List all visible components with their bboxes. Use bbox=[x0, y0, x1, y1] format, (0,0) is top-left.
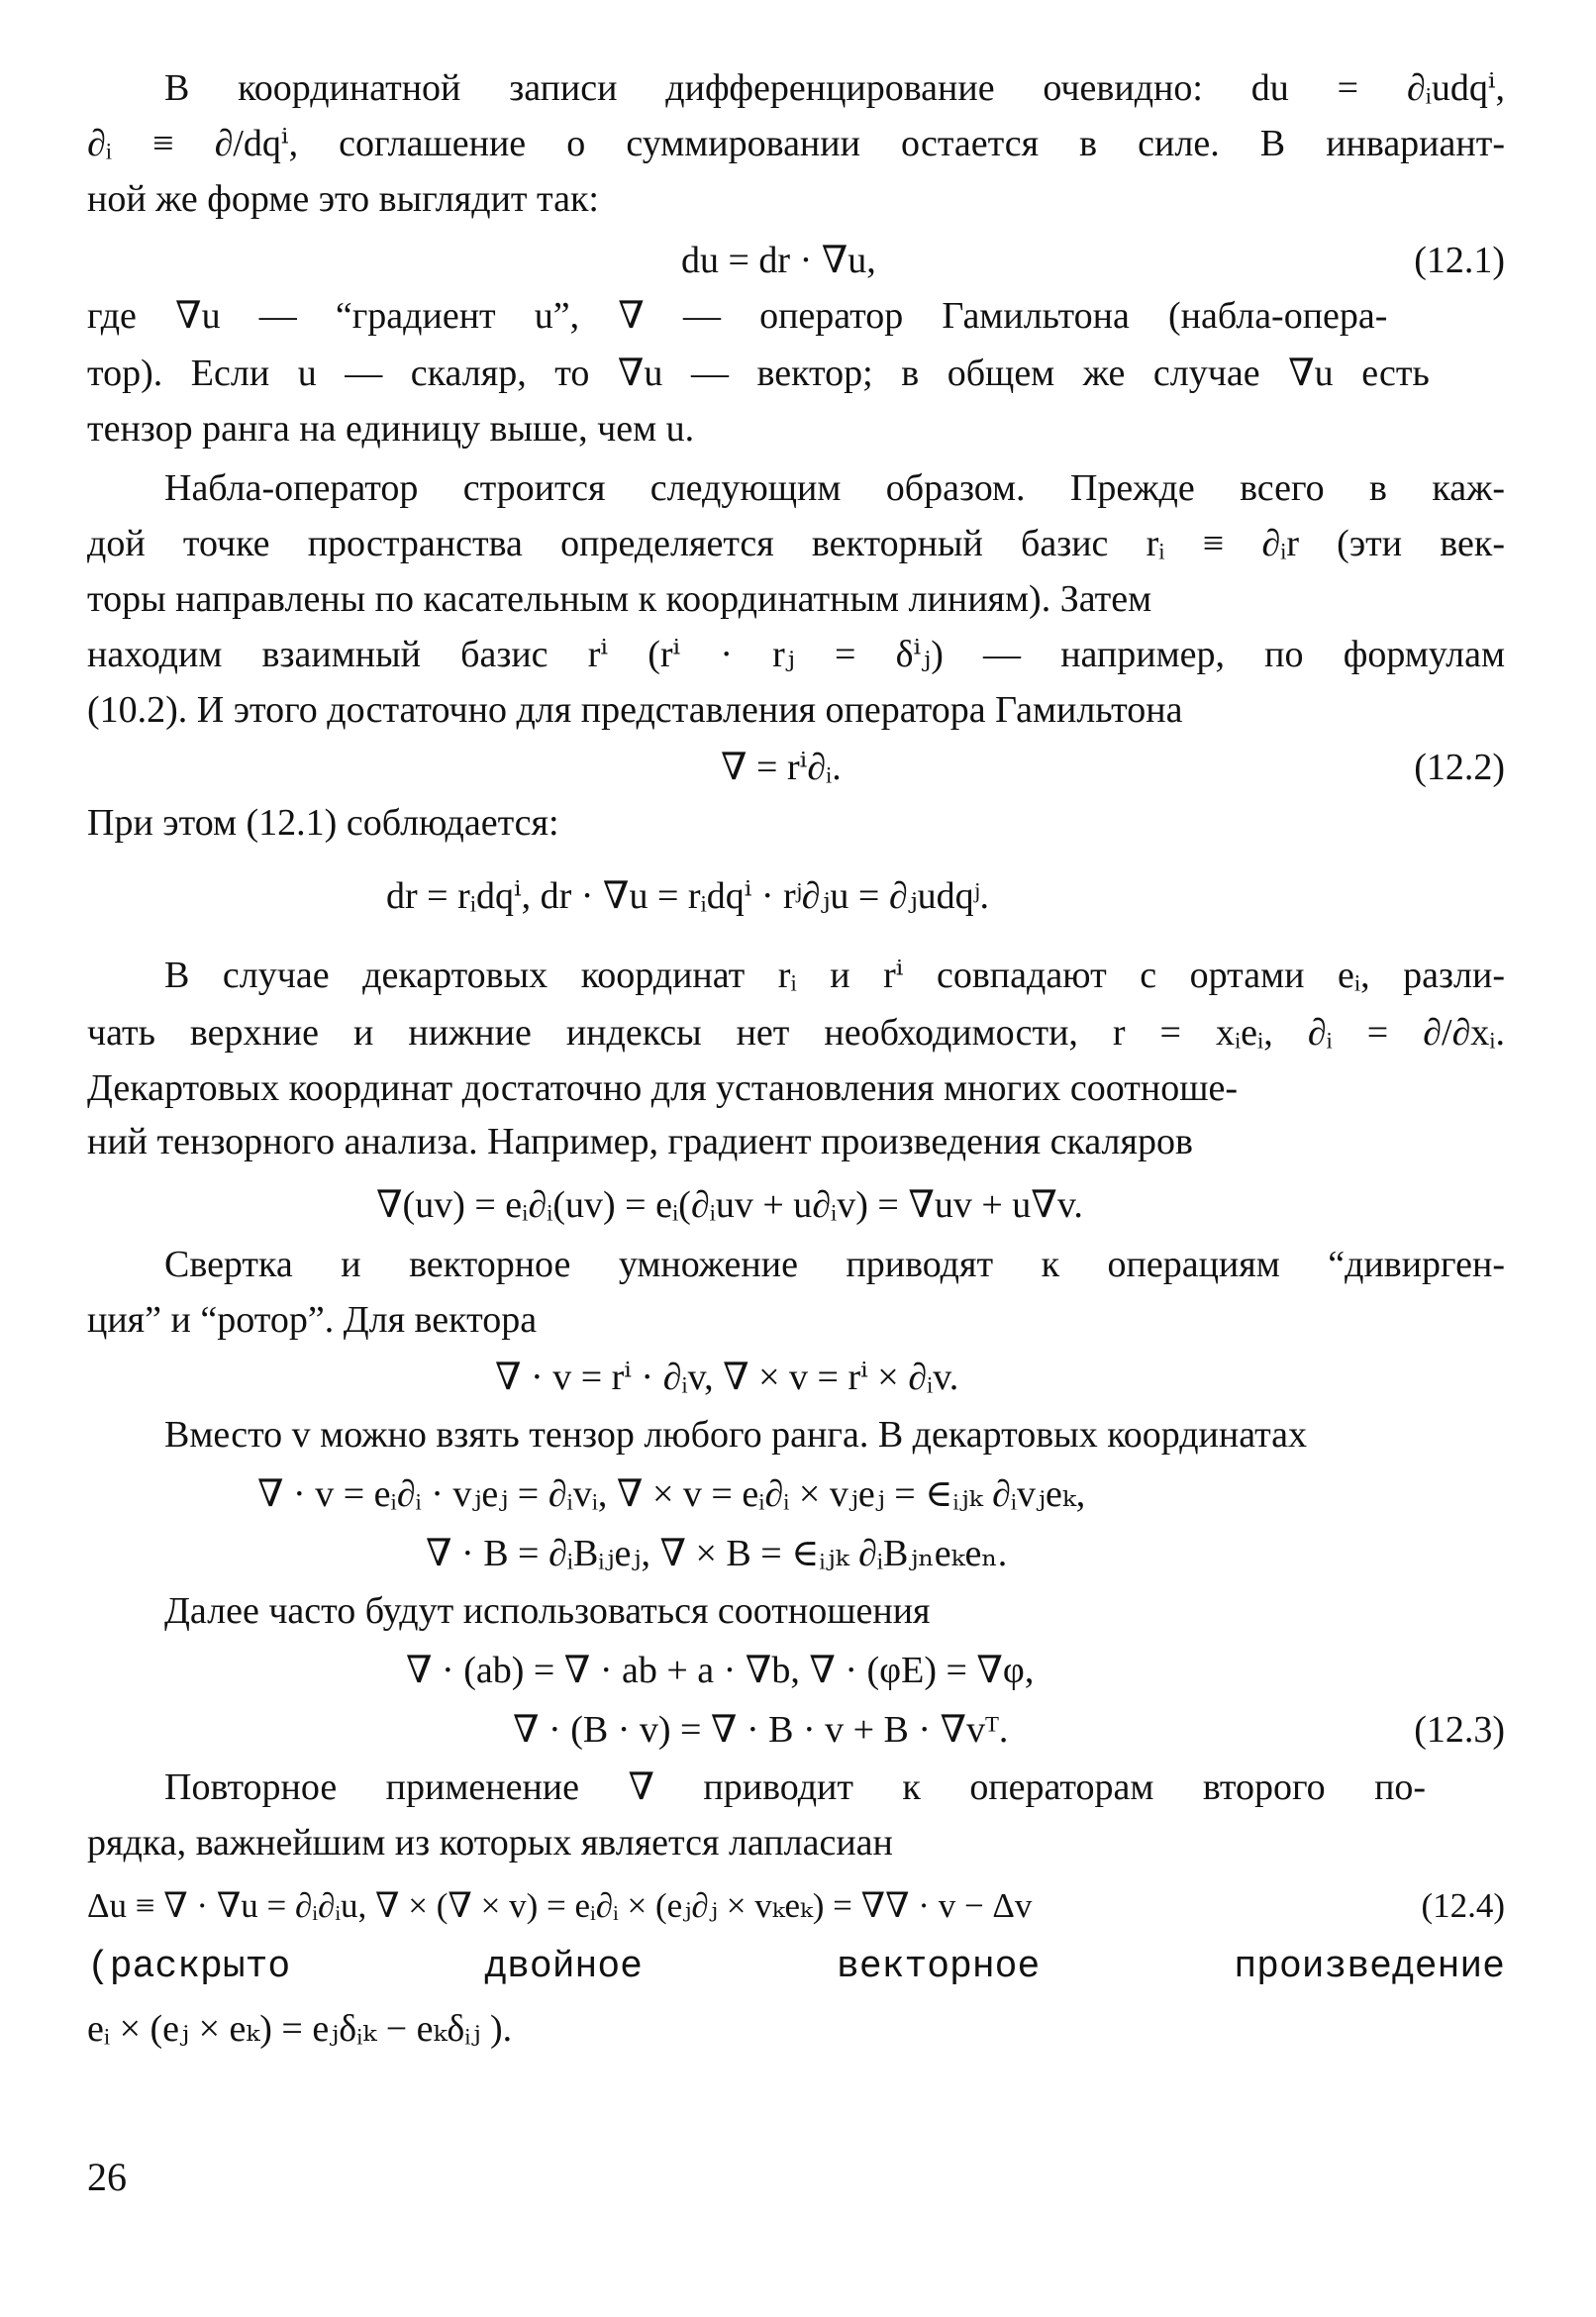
paragraph-3-line-4: находим взаимный базис rⁱ (rⁱ · rⱼ = δⁱⱼ) — например, по формулам bbox=[87, 634, 1505, 675]
equation-dr: dr = rᵢdqⁱ, dr · ∇u = rᵢdqⁱ · rʲ∂ⱼu = ∂ⱼudqʲ. bbox=[386, 875, 990, 917]
paragraph-1-line-1: В координатной записи дифференцирование очевидно: du = ∂ᵢudqⁱ, bbox=[164, 67, 1505, 109]
equation-12-2: ∇ = rⁱ∂ᵢ. bbox=[721, 747, 842, 788]
paragraph-5-line-2: чать верхние и нижние индексы нет необходимости, r = xᵢeᵢ, ∂ᵢ = ∂/∂xᵢ. bbox=[87, 1012, 1505, 1054]
equation-cartesian-tensor: ∇ · B = ∂ᵢBᵢⱼeⱼ, ∇ × B = ∈ᵢⱼₖ ∂ᵢBⱼₙeₖeₙ. bbox=[426, 1533, 1008, 1574]
paragraph-10-word-1: (раскрыто bbox=[87, 1946, 291, 1988]
page-number: 26 bbox=[87, 2155, 127, 2199]
paragraph-3-line-2: дой точке пространства определяется векторный базис rᵢ ≡ ∂ᵢr (эти век- bbox=[87, 523, 1505, 564]
paragraph-6-line-2: ция” и “ротор”. Для вектора bbox=[87, 1299, 538, 1341]
paragraph-4: При этом (12.1) соблюдается: bbox=[87, 802, 559, 844]
paragraph-3-line-5: (10.2). И этого достаточно для представления оператора Гамильтона bbox=[87, 689, 1183, 731]
paragraph-2-line-2: тор). Если u — скаляр, то ∇u — вектор; в общем же случае ∇u есть bbox=[87, 353, 1430, 394]
paragraph-8: Далее часто будут использоваться соотношения bbox=[164, 1590, 931, 1632]
equation-12-1: du = dr · ∇u, bbox=[681, 240, 876, 281]
equation-12-2-number: (12.2) bbox=[1414, 747, 1505, 788]
equation-12-4-number: (12.4) bbox=[1421, 1886, 1505, 1925]
paragraph-3-line-1: Набла-оператор строится следующим образом. Прежде всего в каж- bbox=[164, 467, 1505, 509]
paragraph-10-word-2: двойное bbox=[484, 1946, 643, 1988]
equation-12-3-row bbox=[87, 1703, 1505, 1757]
paragraph-10-line-1 bbox=[87, 1941, 1505, 1994]
equation-12-4: Δu ≡ ∇ · ∇u = ∂ᵢ∂ᵢu, ∇ × (∇ × v) = eᵢ∂ᵢ × (eⱼ∂ⱼ × vₖeₖ) = ∇∇ · v − Δv bbox=[87, 1886, 1033, 1925]
paragraph-2-line-3: тензор ранга на единицу выше, чем u. bbox=[87, 408, 695, 450]
paragraph-5-line-4: ний тензорного анализа. Например, градиент произведения скаляров bbox=[87, 1121, 1193, 1162]
equation-cartesian-vector: ∇ · v = eᵢ∂ᵢ · vⱼeⱼ = ∂ᵢvᵢ, ∇ × v = eᵢ∂ᵢ × vⱼeⱼ = ∈ᵢⱼₖ ∂ᵢvⱼeₖ, bbox=[257, 1473, 1086, 1515]
equation-12-3-number: (12.3) bbox=[1414, 1709, 1505, 1751]
equation-12-3: ∇ · (B · v) = ∇ · B · v + B · ∇vᵀ. bbox=[513, 1709, 1009, 1751]
paragraph-6-line-1: Свертка и векторное умножение приводят к операциям “дивирген- bbox=[164, 1244, 1505, 1285]
equation-div-rot: ∇ · v = rⁱ · ∂ᵢv, ∇ × v = rⁱ × ∂ᵢv. bbox=[495, 1357, 959, 1398]
equation-12-1-number: (12.1) bbox=[1414, 240, 1505, 281]
paragraph-7: Вместо v можно взять тензор любого ранга. В декартовых координатах bbox=[164, 1414, 1308, 1456]
paragraph-2-line-1: где ∇u — “градиент u”, ∇ — оператор Гамильтона (набла-опера- bbox=[87, 295, 1388, 337]
paragraph-10-word-3: векторное bbox=[837, 1946, 1041, 1988]
equation-gradient-product: ∇(uv) = eᵢ∂ᵢ(uv) = eᵢ(∂ᵢuv + u∂ᵢv) = ∇uv + u∇v. bbox=[376, 1184, 1083, 1226]
equation-double-cross-product: eᵢ × (eⱼ × eₖ) = eⱼδᵢₖ − eₖδᵢⱼ ). bbox=[87, 2008, 513, 2050]
equation-relations: ∇ · (ab) = ∇ · ab + a · ∇b, ∇ · (φE) = ∇φ, bbox=[406, 1650, 1035, 1691]
paragraph-3-line-3: торы направлены по касательным к координатным линиям). Затем bbox=[87, 578, 1152, 620]
equation-12-1-row bbox=[87, 234, 1505, 287]
paragraph-9-line-1: Повторное применение ∇ приводит к операторам второго по- bbox=[164, 1766, 1427, 1808]
paragraph-9-line-2: рядка, важнейшим из которых является лапласиан bbox=[87, 1822, 893, 1864]
paragraph-1-line-2: ∂ᵢ ≡ ∂/dqⁱ, соглашение о суммировании остается в силе. В инвариант- bbox=[87, 123, 1505, 164]
equation-12-4-row bbox=[87, 1879, 1505, 1933]
paragraph-10-word-4: произведение bbox=[1234, 1946, 1505, 1988]
paragraph-5-line-3: Декартовых координат достаточно для установления многих соотноше- bbox=[87, 1067, 1239, 1109]
equation-12-2-row bbox=[87, 741, 1505, 794]
paragraph-1-line-3: ной же форме это выглядит так: bbox=[87, 178, 599, 220]
paragraph-5-line-1: В случае декартовых координат rᵢ и rⁱ совпадают с ортами eᵢ, разли- bbox=[164, 955, 1505, 996]
